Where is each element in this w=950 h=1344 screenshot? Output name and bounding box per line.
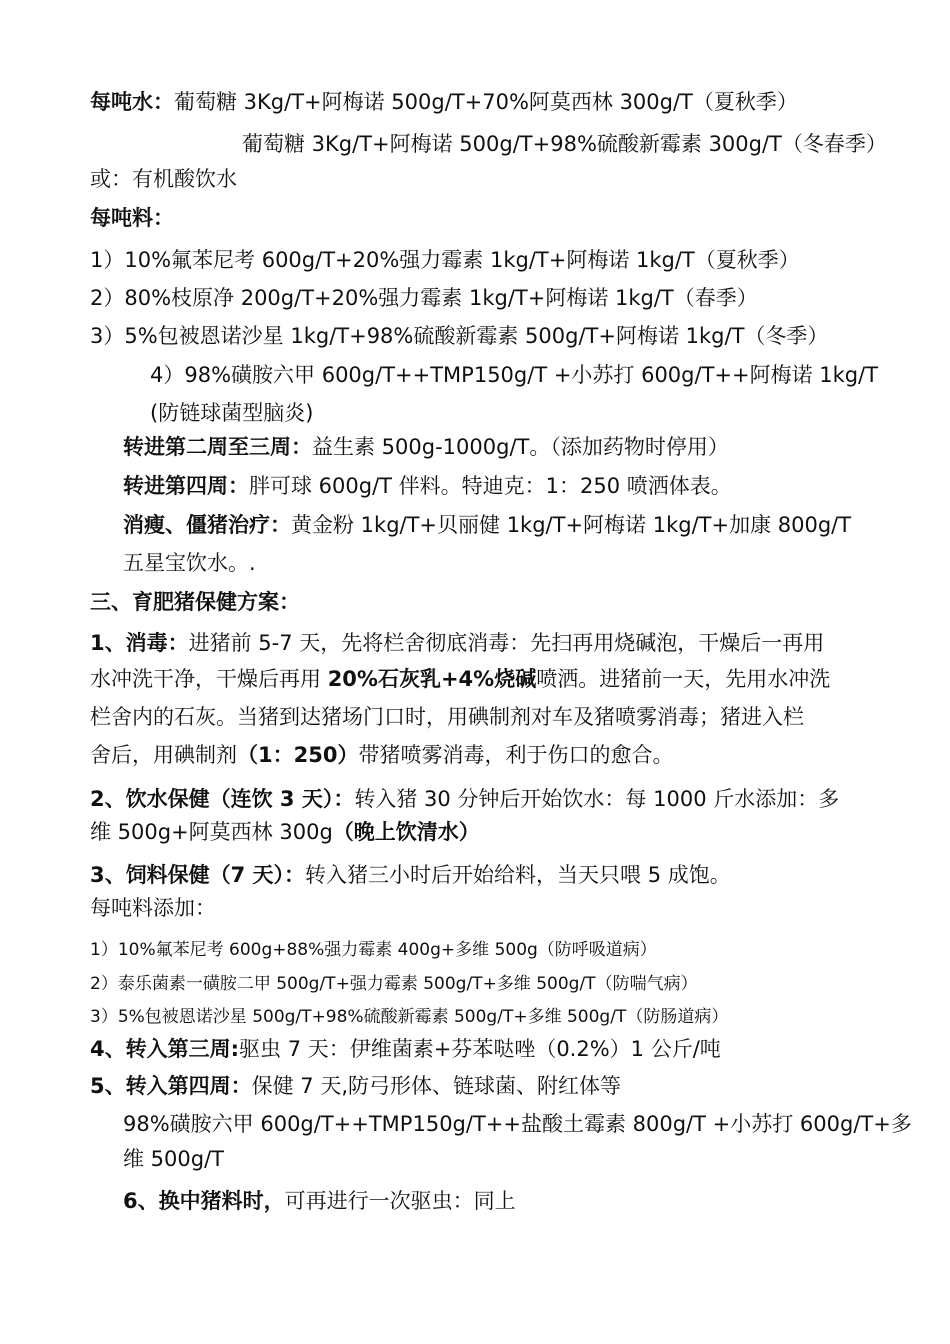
p2-text-b-bold: （晚上饮清水）: [332, 820, 480, 844]
p4-text: 驱虫 7 天：伊维菌素+芬苯哒唑（0.2%）1 公斤/吨: [239, 1037, 721, 1061]
p6-text: 可再进行一次驱虫：同上: [284, 1189, 516, 1213]
p5-line: [90, 1071, 621, 1101]
p5-formula-2: 维 500g/T: [123, 1147, 224, 1171]
p2-line-1: [90, 784, 839, 814]
p1-line-2: [90, 664, 830, 694]
water-alternative: 或：有机酸饮水: [90, 167, 237, 191]
p1-text-b-bold: 20%石灰乳+4%烧碱: [327, 667, 537, 691]
week-2-3-line: [123, 432, 729, 462]
p1-text-a: 进猪前 5-7 天，先将栏舍彻底消毒：先扫再用烧碱泡，干燥后一再用: [188, 631, 825, 655]
p1-text-d1: 舍后，用碘制剂: [90, 743, 237, 767]
p1-text-b1: 水冲洗干净，干燥后再用: [90, 667, 328, 691]
feed-item-3: 3）5%包被恩诺沙星 1kg/T+98%硫酸新霉素 500g/T+阿梅诺 1kg/T（冬季）: [90, 324, 829, 348]
p1-text-d-bold: （1：250）: [237, 743, 359, 767]
thin-pig-text: 黄金粉 1kg/T+贝丽健 1kg/T+阿梅诺 1kg/T+加康 800g/T: [291, 513, 852, 537]
p3-item-1: 1）10%氟苯尼考 600g+88%强力霉素 400g+多维 500g（防呼吸道病）: [90, 940, 657, 960]
feed-label: [90, 203, 174, 233]
p2-line-2: [90, 817, 480, 847]
p5-label: 5、转入第四周：: [90, 1074, 252, 1098]
water-line-1: [90, 87, 798, 117]
feed-item-1: 1）10%氟苯尼考 600g/T+20%强力霉素 1kg/T+阿梅诺 1kg/T（夏秋季）: [90, 248, 800, 272]
week-2-3-label: 转进第二周至三周：: [123, 435, 312, 459]
p3-text: 转入猪三小时后开始给料，当天只喂 5 成饱。: [305, 863, 731, 887]
p3-line-1: [90, 860, 731, 890]
p2-label: 2、饮水保健（连饮 3 天）：: [90, 787, 355, 811]
feed-item-4-note: (防链球菌型脑炎): [150, 401, 314, 425]
week-2-3-text: 益生素 500g-1000g/T。（添加药物时停用）: [312, 435, 729, 459]
p4-label: 4、转入第三周:: [90, 1037, 240, 1061]
week-4-line: [123, 471, 732, 501]
p1-line-4: [90, 740, 673, 770]
p5-text: 保健 7 天,防弓形体、链球菌、附红体等: [251, 1074, 622, 1098]
feed-label-text: 每吨料：: [90, 206, 174, 230]
feed-item-4: 4）98%磺胺六甲 600g/T++TMP150g/T +小苏打 600g/T++阿梅诺 1kg/T: [150, 363, 879, 387]
week-4-text: 胖可球 600g/T 伴料。特迪克：1：250 喷洒体表。: [249, 474, 732, 498]
p6-label: 6、换中猪料时，: [123, 1189, 285, 1213]
p2-text-a: 转入猪 30 分钟后开始饮水：每 1000 斤水添加：多: [354, 787, 840, 811]
thin-pig-line-2: 五星宝饮水。.: [123, 551, 256, 575]
water-formula-summer: 葡萄糖 3Kg/T+阿梅诺 500g/T+70%阿莫西林 300g/T（夏秋季）: [174, 90, 798, 114]
p1-label: 1、消毒：: [90, 631, 189, 655]
p3-sub: 每吨料添加：: [90, 896, 216, 920]
p6-line: [123, 1186, 516, 1216]
p3-item-3: 3）5%包被恩诺沙星 500g/T+98%硫酸新霉素 500g/T+多维 500g/T（防肠道病）: [90, 1007, 729, 1027]
week-4-label: 转进第四周：: [123, 474, 249, 498]
p4-line: [90, 1034, 721, 1064]
p3-item-2: 2）泰乐菌素一磺胺二甲 500g/T+强力霉素 500g/T+多维 500g/T（防喘气病）: [90, 974, 698, 994]
feed-item-2: 2）80%枝原净 200g/T+20%强力霉素 1kg/T+阿梅诺 1kg/T（春季）: [90, 286, 758, 310]
p1-line-3: 栏舍内的石灰。当猪到达猪场门口时，用碘制剂对车及猪喷雾消毒；猪进入栏: [90, 705, 804, 729]
water-label: 每吨水：: [90, 90, 174, 114]
p1-text-b2: 喷洒。进猪前一天，先用水冲洗: [536, 667, 831, 691]
p3-label: 3、饲料保健（7 天）：: [90, 863, 306, 887]
section-heading: [90, 587, 300, 617]
p1-line-1: [90, 628, 824, 658]
thin-pig-line: [123, 510, 851, 540]
thin-pig-label: 消瘦、僵猪治疗：: [123, 513, 291, 537]
water-line-2: 葡萄糖 3Kg/T+阿梅诺 500g/T+98%硫酸新霉素 300g/T（冬春季）: [242, 132, 887, 156]
p5-formula-1: 98%磺胺六甲 600g/T++TMP150g/T++盐酸土霉素 800g/T +小苏打 600g/T+多: [123, 1112, 912, 1136]
section-heading-text: 三、育肥猪保健方案：: [90, 590, 300, 614]
p1-text-d2: 带猪喷雾消毒，利于伤口的愈合。: [358, 743, 674, 767]
p2-text-b: 维 500g+阿莫西林 300g: [90, 820, 333, 844]
